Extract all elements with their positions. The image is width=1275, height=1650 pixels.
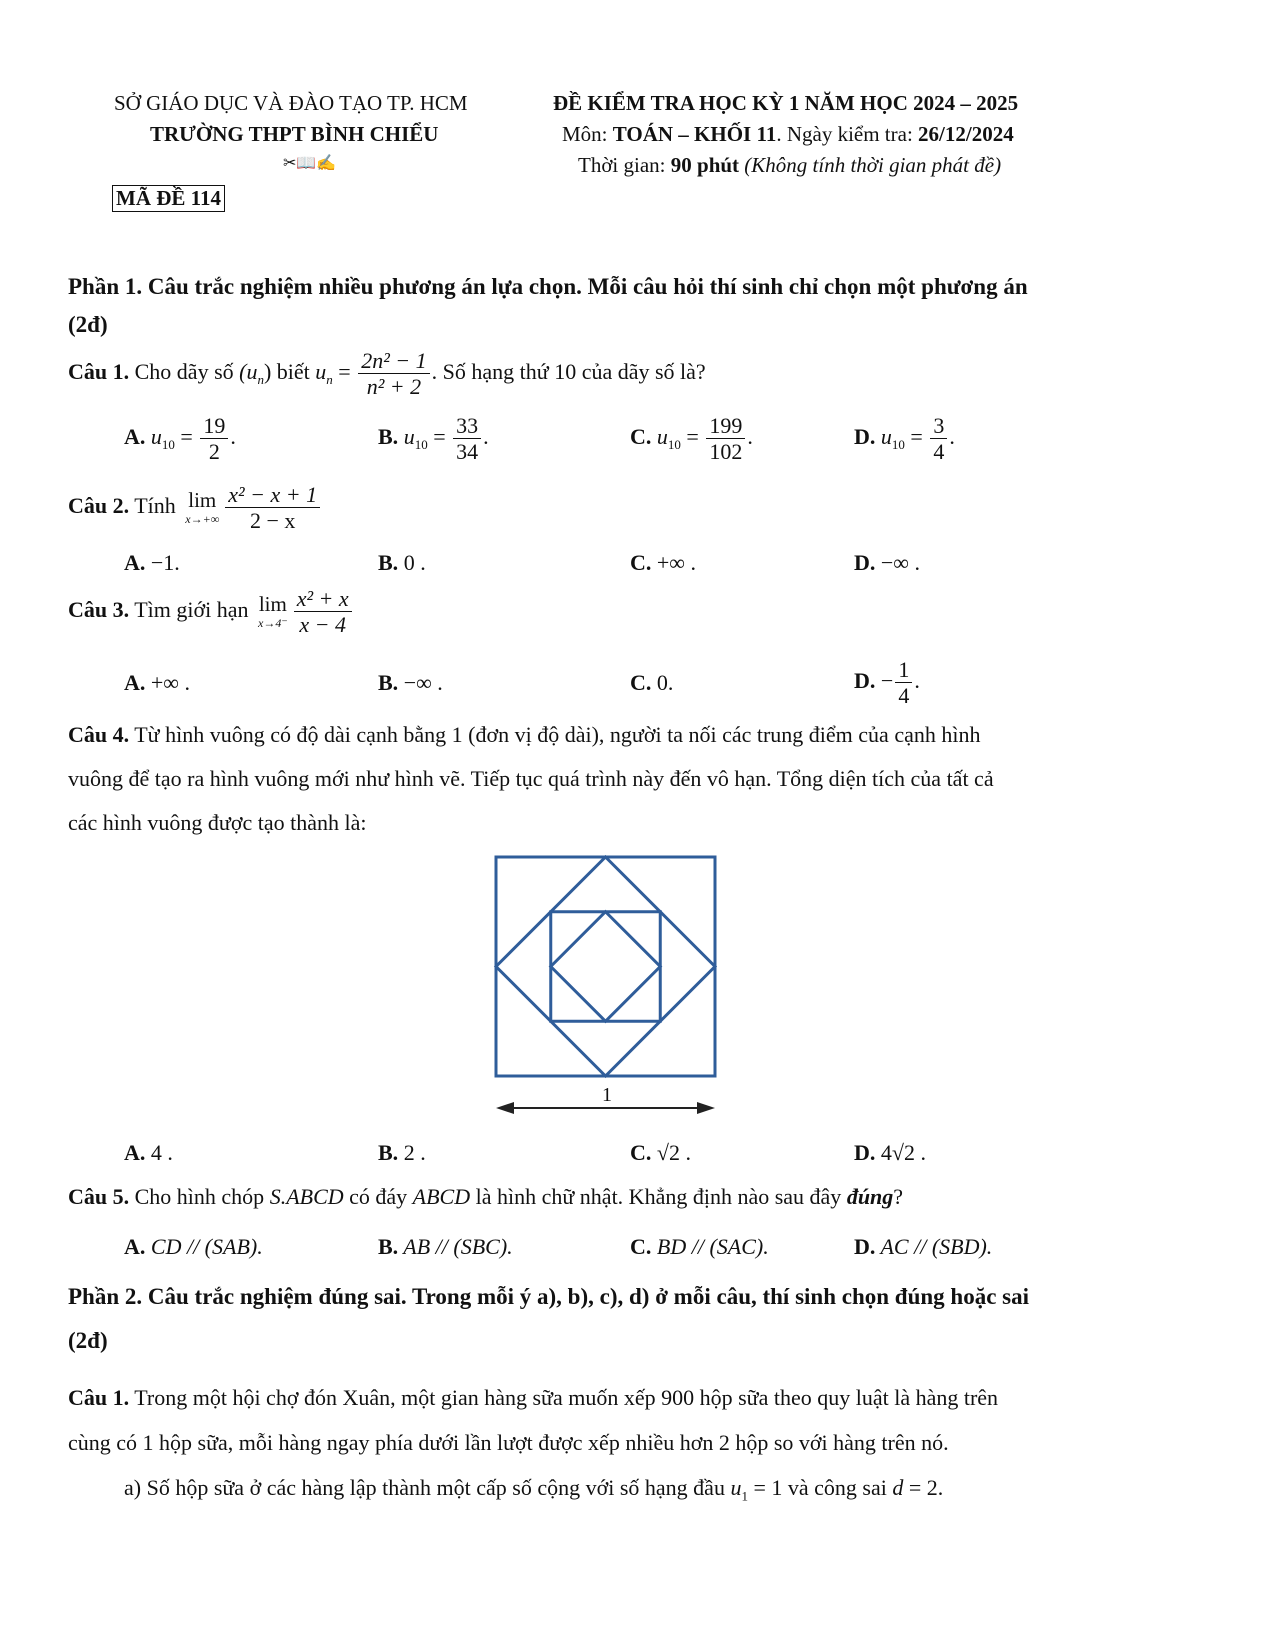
question-4-line2: vuông để tạo ra hình vuông mới như hình vẽ. Tiếp tục quá trình này đến vô hạn. Tổng diện tích của tất cả bbox=[68, 766, 994, 791]
exam-subject-line: Môn: TOÁN – KHỐI 11. Ngày kiểm tra: 26/12/2024 bbox=[562, 122, 1014, 146]
question-3: Câu 3. Tìm giới hạn lim x→4⁻ $\frac{\text{x² + x}}{x - 4}$ bbox=[68, 586, 354, 638]
part2-question-1-item-a[interactable]: a) Số hộp sữa ở các hàng lập thành một cấp số cộng với số hạng đầu $u_1 = 1$ và công sai d = 2. bbox=[124, 1475, 944, 1504]
q3-option-d[interactable]: D. − $\frac{1}{4}$ . bbox=[854, 657, 920, 709]
q5-option-b[interactable]: B. AB // (SBC). bbox=[378, 1234, 513, 1259]
nested-squares-figure bbox=[490, 850, 730, 1130]
q5-option-c[interactable]: C. BD // (SAC). bbox=[630, 1234, 769, 1259]
exam-title: ĐỀ KIỂM TRA HỌC KỲ 1 NĂM HỌC 2024 – 2025 bbox=[553, 91, 1019, 115]
part2-question-1-line2: cùng có 1 hộp sữa, mỗi hàng ngay phía dưới lần lượt được xếp nhiều hơn 2 hộp so với hàng trên nó. bbox=[68, 1430, 949, 1455]
subject: TOÁN – KHỐI 11 bbox=[612, 122, 777, 146]
q2-option-a[interactable]: A. −1. bbox=[124, 550, 180, 575]
department-name: SỞ GIÁO DỤC VÀ ĐÀO TẠO TP. HCM bbox=[114, 91, 468, 115]
question-4-line3: các hình vuông được tạo thành là: bbox=[68, 810, 367, 835]
q1-option-d[interactable]: D. $u_{10}$ = $\frac{3}{4}$ . bbox=[854, 413, 955, 465]
diamond-1 bbox=[496, 857, 715, 1076]
q2-option-b[interactable]: B. 0 . bbox=[378, 550, 426, 575]
question-4-line1: Câu 4. Từ hình vuông có độ dài cạnh bằng 1 (đơn vị độ dài), người ta nối các trung điểm của cạnh hình bbox=[68, 722, 981, 747]
q3-option-a[interactable]: A. +∞ . bbox=[124, 670, 190, 695]
dimension-label: 1 bbox=[602, 1084, 612, 1106]
q2-option-c[interactable]: C. +∞ . bbox=[630, 550, 696, 575]
q4-option-d[interactable]: D. 4√2 . bbox=[854, 1140, 926, 1165]
part1-points: (2đ) bbox=[68, 312, 108, 337]
q3-option-b[interactable]: B. −∞ . bbox=[378, 670, 443, 695]
part2-title: Phần 2. Câu trắc nghiệm đúng sai. Trong mỗi ý a), b), c), d) ở mỗi câu, thí sinh chọn đúng hoặc sai bbox=[68, 1284, 1030, 1309]
q3-formula: $\frac{\text{x² + x}}{x - 4}$ bbox=[294, 586, 352, 638]
q2-option-d[interactable]: D. −∞ . bbox=[854, 550, 920, 575]
part1-title: Phần 1. Câu trắc nghiệm nhiều phương án lựa chọn. Mỗi câu hỏi thí sinh chỉ chọn một phương án bbox=[68, 274, 1028, 299]
ornament-icon: ✂📖✍ bbox=[283, 155, 337, 172]
exam-date: 26/12/2024 bbox=[918, 122, 1014, 146]
q1-option-b[interactable]: B. $u_{10}$ = $\frac{33}{34}$ . bbox=[378, 413, 489, 465]
part2-points: (2đ) bbox=[68, 1328, 108, 1353]
q4-option-c[interactable]: C. √2 . bbox=[630, 1140, 691, 1165]
question-1: Câu 1. Cho dãy số $(u_n)$ biết $u_n$ = $\frac{\text{2n² − 1}}{\text{n² + 2}}$ . Số hạng thứ 10 của dãy số là? bbox=[68, 348, 706, 400]
q4-option-b[interactable]: B. 2 . bbox=[378, 1140, 426, 1165]
exam-code: MÃ ĐỀ 114 bbox=[112, 185, 225, 212]
arrow-left-icon bbox=[496, 1102, 514, 1114]
q1-option-a[interactable]: A. $u_{10}$ = $\frac{19}{2}$ . bbox=[124, 413, 236, 465]
arrow-right-icon bbox=[697, 1102, 715, 1114]
q1-formula: $\frac{\text{2n² − 1}}{\text{n² + 2}}$ bbox=[358, 348, 429, 400]
q1-option-c[interactable]: C. $u_{10}$ = $\frac{199}{102}$ . bbox=[630, 413, 753, 465]
diamond-2 bbox=[551, 912, 661, 1022]
exam-duration: 90 phút bbox=[670, 153, 740, 177]
school-name: TRƯỜNG THPT BÌNH CHIỂU bbox=[150, 122, 439, 146]
q5-option-a[interactable]: A. CD // (SAB). bbox=[124, 1234, 263, 1259]
q5-option-d[interactable]: D. AC // (SBD). bbox=[854, 1234, 993, 1259]
q3-option-c[interactable]: C. 0. bbox=[630, 670, 674, 695]
q4-option-a[interactable]: A. 4 . bbox=[124, 1140, 173, 1165]
part2-question-1-line1: Câu 1. Trong một hội chợ đón Xuân, một gian hàng sữa muốn xếp 900 hộp sữa theo quy luật là hàng trên bbox=[68, 1385, 999, 1410]
inner-square bbox=[551, 912, 661, 1022]
outer-square bbox=[496, 857, 715, 1076]
exam-time-line: Thời gian: 90 phút (Không tính thời gian phát đề) bbox=[578, 153, 1002, 177]
question-5: Câu 5. Cho hình chóp S.ABCD có đáy ABCD là hình chữ nhật. Khẳng định nào sau đây đúng? bbox=[68, 1184, 904, 1209]
question-2: Câu 2. Tính lim x→+∞ $\frac{\text{x² − x + 1}}{2 - x}$ bbox=[68, 482, 322, 534]
q2-formula: $\frac{\text{x² − x + 1}}{2 - x}$ bbox=[225, 482, 320, 534]
